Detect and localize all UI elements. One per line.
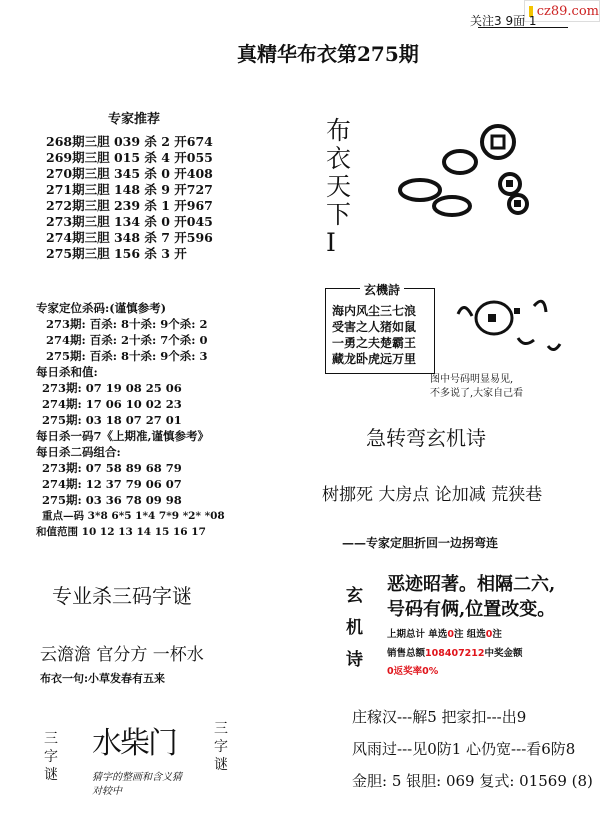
return-value: 0% [422, 666, 439, 677]
list-item: 272期三胆 239 杀 1 开967 [46, 198, 213, 213]
list-item: 273期: 07 58 89 68 79 [42, 461, 182, 475]
poem-line: 受害之人猪如鼠 [332, 320, 417, 334]
watermark-text: cz89.com [536, 3, 599, 19]
experts-list [46, 134, 213, 262]
title-char: 机 [346, 618, 363, 638]
xuanji-verse: 号码有俩,位置改变。 [387, 599, 556, 620]
title-char: 衣 [326, 144, 352, 173]
return-label: 0返奖率 [387, 666, 423, 677]
title-char: 诗 [346, 650, 363, 670]
title-char: 下 [326, 200, 352, 229]
bottom-line: 金胆: 5 银胆: 069 复式: 01569 (8) [352, 772, 593, 790]
list-item: 275期: 03 36 78 09 98 [42, 493, 182, 507]
sum-range-values: 10 12 13 14 15 16 17 [81, 526, 206, 538]
sum-range-label: 和值范围 [36, 526, 78, 538]
title-char: 布 [326, 116, 352, 145]
list-item: 270期三胆 345 杀 0 开408 [46, 166, 213, 181]
section-heading: 每日杀一码7《上期准,谨慎参考》 [36, 429, 210, 443]
sales-label: 中奖金额 [484, 648, 523, 659]
title-char: 天 [326, 172, 352, 201]
riddle-caption: 猜字的整画和含义猜 [92, 772, 182, 783]
banner-text: ——专家定胆折回一边拐弯连 [342, 536, 499, 550]
xuanji-side-title [346, 580, 363, 676]
list-item: 268期三胆 039 杀 2 开674 [46, 134, 213, 149]
page-title: 真精华布衣第275期 [237, 42, 419, 66]
hint-line: 图中号码明显易见, [430, 374, 514, 385]
riddle-caption: 对较中 [92, 786, 122, 797]
stats-value: 0 [485, 629, 493, 640]
list-item: 275期: 03 18 07 27 01 [42, 413, 182, 427]
section-heading: 每日杀二码组合: [36, 445, 121, 459]
stats-text: 注 [492, 629, 502, 640]
doodle-icon [448, 280, 568, 370]
xuanji-return [387, 663, 438, 677]
divider [478, 27, 568, 28]
stats-value: 0 [447, 629, 454, 640]
list-item: 274期三胆 348 杀 7 开596 [46, 230, 213, 245]
list-item: 274期: 百杀: 2十杀: 7个杀: 0 [46, 333, 208, 347]
riddle-phrase: 云澹澹 官分方 一杯水 [40, 645, 204, 665]
riddle-one-line: 布衣一句:小草发春有五来 [40, 672, 166, 685]
top-right-note: 关注3 9面 1 [470, 14, 537, 28]
riddle-center: 水柴门 [92, 726, 176, 761]
poem-line: 海内风尘三七浪 [332, 304, 417, 318]
experts-heading: 专家推荐 [108, 112, 161, 127]
list-item: 275期: 百杀: 8十杀: 9个杀: 3 [46, 349, 208, 363]
bottom-line: 庄稼汉---解5 把家扣---出9 [352, 708, 527, 726]
poem-title: 玄機詩 [360, 281, 404, 298]
list-item: 274期: 12 37 79 06 07 [42, 477, 182, 491]
poem-box [325, 283, 435, 374]
section-heading: 专家定位杀码:(谨慎参考) [36, 301, 167, 315]
list-item: 275期三胆 156 杀 3 开 [46, 246, 187, 261]
title-char: I [326, 228, 336, 257]
hint-line: 不多说了,大家自己看 [430, 388, 524, 399]
coin-chain-icon [390, 118, 550, 228]
list-item: 273期: 07 19 08 25 06 [42, 381, 182, 395]
xuanji-stats [387, 626, 502, 640]
stats-text: 注 组选 [453, 629, 486, 640]
list-item: 271期三胆 148 杀 9 开727 [46, 182, 213, 197]
kill-section [36, 300, 296, 540]
sales-value: 108407212 [425, 648, 485, 659]
xuanji-verse: 恶迹昭著。相隔二六, [387, 574, 556, 595]
section-heading: 每日杀和值: [36, 365, 98, 379]
riddle-heading: 专业杀三码字谜 [52, 584, 192, 608]
bottom-line: 风雨过---见0防1 心仍宽---看6防8 [352, 740, 576, 758]
sales-label: 销售总额 [387, 648, 426, 659]
key-codes: 重点—码 3*8 6*5 1*4 7*9 *2* *08 [42, 510, 225, 522]
sum-range [36, 524, 296, 540]
xuanji-sales [387, 645, 523, 659]
list-item: 274期: 17 06 10 02 23 [42, 397, 182, 411]
list-item: 273期: 百杀: 8十杀: 9个杀: 2 [46, 317, 208, 331]
list-item: 273期三胆 134 杀 0 开045 [46, 214, 213, 229]
title-char: 玄 [346, 586, 363, 606]
stats-text: 上期总计 单选 [387, 629, 448, 640]
turn-poem-heading: 急转弯玄机诗 [366, 426, 486, 450]
poem-line: 藏龙卧虎远万里 [332, 352, 417, 366]
buyi-vertical-title [326, 117, 351, 257]
turn-poem-line: 树挪死 大房点 论加减 荒狭巷 [322, 485, 543, 505]
riddle-right-tag: 三字谜 [214, 721, 228, 773]
list-item: 269期三胆 015 杀 4 开055 [46, 150, 213, 165]
riddle-left-tag: 三字谜 [44, 731, 58, 783]
poem-line: 一勇之夫楚霸王 [332, 336, 417, 350]
poem-lines [332, 303, 416, 367]
